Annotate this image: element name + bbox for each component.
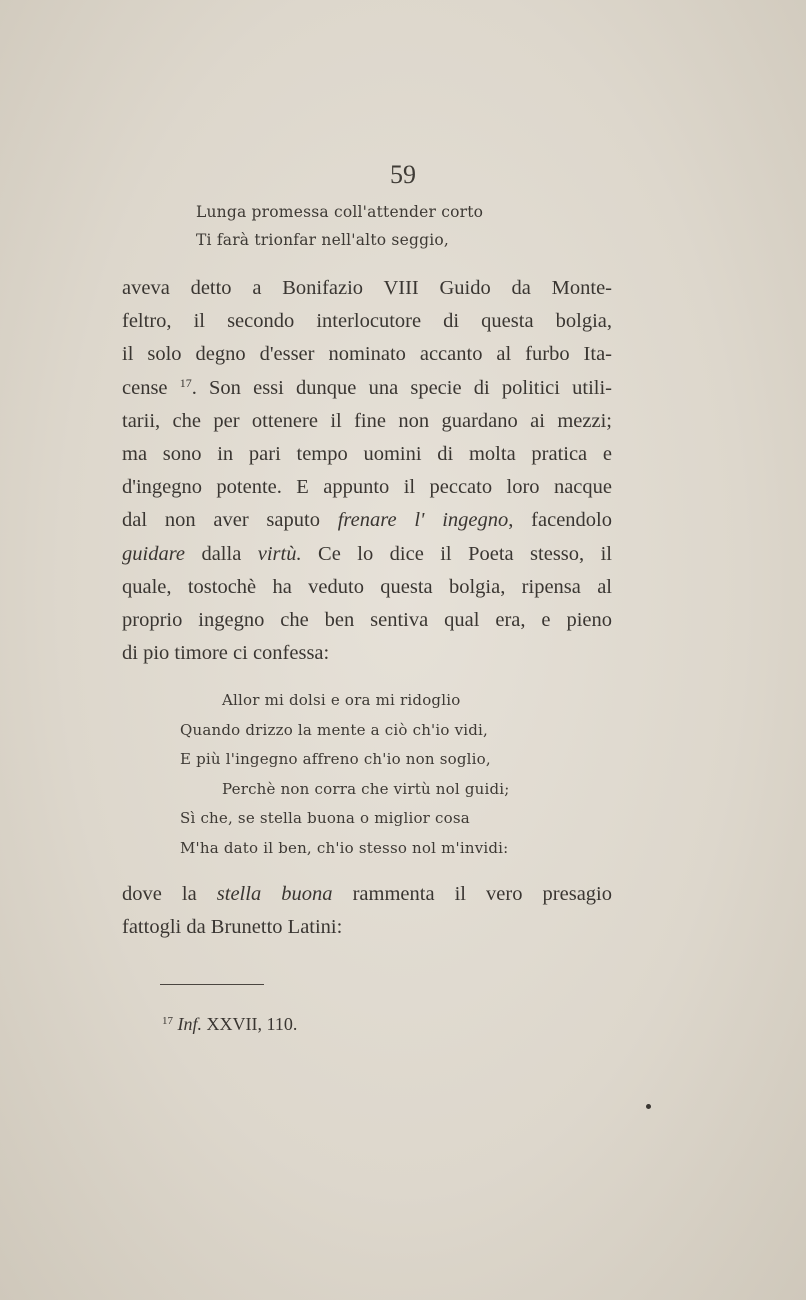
verse-quotation-top <box>196 198 483 254</box>
prose-paragraph-main <box>122 272 612 670</box>
verse-line: E più l'ingegno affreno ch'io non soglio, <box>180 750 491 768</box>
prose-line: fattogli da Brunetto Latini: <box>122 916 343 939</box>
prose-line: di pio timore ci confessa: <box>122 642 330 665</box>
prose-text: Ce lo dice il Poeta stesso, il <box>301 542 612 565</box>
verse-line: Sì che, se stella buona o miglior cosa <box>180 809 470 827</box>
prose-line: aveva detto a Bonifazio VIII Guido da Monte- <box>122 277 612 299</box>
prose-text: dal non aver saputo <box>122 509 338 532</box>
prose-line <box>122 504 612 537</box>
prose-line: d'ingegno potente. E appunto il peccato loro nacque <box>122 476 612 499</box>
footnote-reference: 17 <box>179 375 192 390</box>
verse-line: Lunga promessa coll'attender corto <box>196 203 484 221</box>
verse-line: Ti farà trionfar nell'alto seggio, <box>196 231 450 249</box>
italic-phrase: virtù. <box>257 542 302 565</box>
prose-text: rammenta il vero presagio <box>332 883 612 905</box>
prose-line <box>122 878 612 911</box>
footnote-divider <box>160 984 264 985</box>
footnote <box>162 1014 297 1035</box>
prose-line <box>122 372 612 405</box>
italic-phrase: guidare <box>122 542 186 565</box>
prose-paragraph-continuation <box>122 878 612 944</box>
italic-phrase: stella buona <box>216 883 333 905</box>
prose-text: . Son essi dunque una specie di politici utili- <box>191 376 613 399</box>
prose-line: ma sono in pari tempo uomini di molta pratica e <box>122 442 612 465</box>
prose-line <box>122 538 612 571</box>
prose-text: cense <box>122 376 180 399</box>
footnote-reference-text: XXVII, 110. <box>202 1014 298 1034</box>
footnote-reference-title: Inf. <box>177 1014 202 1034</box>
prose-text: dalla <box>185 542 258 565</box>
verse-line: Allor mi dolsi e ora mi ridoglio <box>222 691 461 709</box>
verse-line: M'ha dato il ben, ch'io stesso nol m'invidi: <box>180 838 509 857</box>
prose-text: dove la <box>122 883 217 905</box>
prose-line: il solo degno d'esser nominato accanto al furbo Ita- <box>122 343 612 366</box>
page-number: 59 <box>390 160 416 189</box>
verse-line: Quando drizzo la mente a ciò ch'io vidi, <box>180 720 489 739</box>
ink-speck <box>646 1104 651 1109</box>
prose-text: , facendolo <box>508 509 612 532</box>
verse-line: Perchè non corra che virtù nol guidi; <box>222 779 510 798</box>
prose-line: feltro, il secondo interlocutore di questa bolgia, <box>122 310 612 333</box>
verse-quotation-middle <box>180 686 510 863</box>
prose-line: proprio ingegno che ben sentiva qual era, e pieno <box>122 608 612 631</box>
footnote-number: 17 <box>162 1015 173 1027</box>
prose-line: quale, tostochè ha veduto questa bolgia, ripensa al <box>122 575 612 598</box>
italic-phrase: frenare l' ingegno <box>337 509 509 532</box>
prose-line: tarii, che per ottenere il fine non guardano ai mezzi; <box>122 409 612 432</box>
